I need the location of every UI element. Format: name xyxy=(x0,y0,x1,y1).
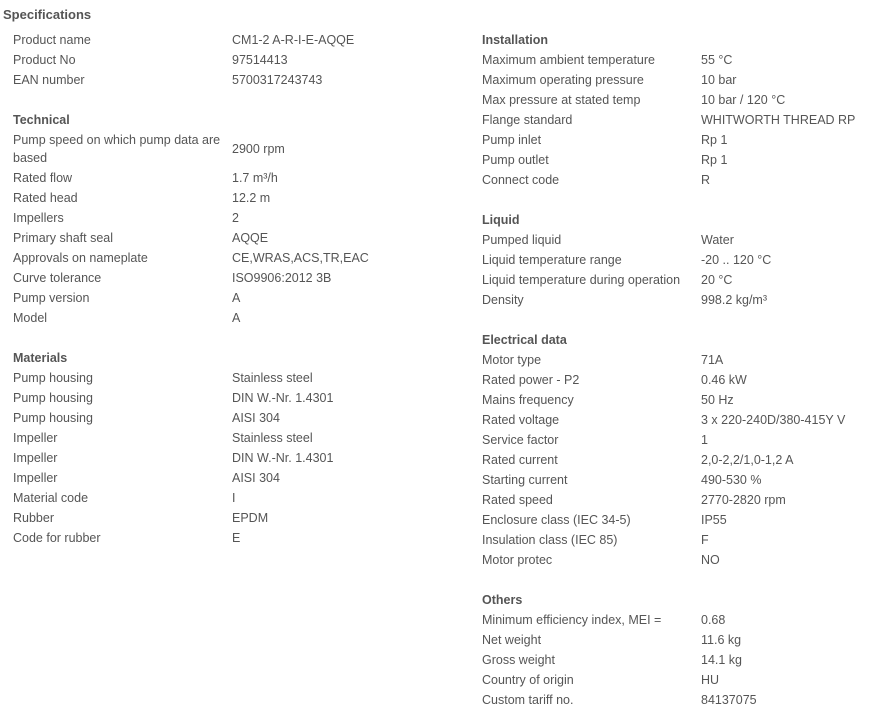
spec-row xyxy=(482,650,870,670)
spec-label: Rubber xyxy=(13,511,54,525)
spec-row xyxy=(13,70,463,90)
spec-value: 2,0-2,2/1,0-1,2 A xyxy=(701,453,794,467)
spec-label: Gross weight xyxy=(482,653,555,667)
spec-label: Pump speed on which pump data are based xyxy=(13,133,221,165)
spec-column-left xyxy=(13,30,463,548)
spec-row xyxy=(13,168,463,188)
spec-value: Rp 1 xyxy=(701,153,728,167)
spec-value: 3 x 220-240D/380-415Y V xyxy=(701,413,846,427)
spec-row xyxy=(482,610,870,630)
section-general xyxy=(13,30,463,90)
section-title: Materials xyxy=(13,351,68,365)
spec-label: Impeller xyxy=(13,471,58,485)
spec-value: F xyxy=(701,533,709,547)
spec-row xyxy=(13,388,463,408)
spec-label: Mains frequency xyxy=(482,393,574,407)
spec-value: Stainless steel xyxy=(232,371,313,385)
spec-row xyxy=(482,430,870,450)
spec-row xyxy=(13,488,463,508)
spec-row xyxy=(482,230,870,250)
spec-value: Rp 1 xyxy=(701,133,728,147)
spec-label: Liquid temperature during operation xyxy=(482,273,681,287)
spec-label: Maximum operating pressure xyxy=(482,73,644,87)
section-installation xyxy=(482,30,870,190)
spec-row xyxy=(13,268,463,288)
spec-row xyxy=(482,70,870,90)
spec-label: EAN number xyxy=(13,73,85,87)
spec-row xyxy=(482,690,870,710)
spec-label: Pump housing xyxy=(13,391,93,405)
spec-value: 0.68 xyxy=(701,613,726,627)
spec-label: Impeller xyxy=(13,451,58,465)
spec-row xyxy=(482,130,870,150)
spec-value: CM1-2 A-R-I-E-AQQE xyxy=(232,33,355,47)
spec-value: A xyxy=(232,311,241,325)
spec-value: AISI 304 xyxy=(232,411,280,425)
spec-row xyxy=(482,270,870,290)
section-title: Technical xyxy=(13,113,70,127)
spec-label: Rated power - P2 xyxy=(482,373,580,387)
spec-label: Custom tariff no. xyxy=(482,693,574,707)
spec-label: Rated speed xyxy=(482,493,553,507)
spec-label: Product No xyxy=(13,53,76,67)
spec-label: Starting current xyxy=(482,473,568,487)
spec-row xyxy=(13,368,463,388)
spec-row xyxy=(482,170,870,190)
spec-value: 50 Hz xyxy=(701,393,734,407)
spec-row xyxy=(482,510,870,530)
spec-label: Country of origin xyxy=(482,673,574,687)
spec-value: 11.6 kg xyxy=(701,633,742,647)
spec-value: 1.7 m³/h xyxy=(232,171,278,185)
spec-column-right xyxy=(482,30,870,710)
section-liquid xyxy=(482,210,870,310)
spec-value: Water xyxy=(701,233,734,247)
spec-value: 55 °C xyxy=(701,53,733,67)
spec-row xyxy=(482,250,870,270)
spec-row xyxy=(13,208,463,228)
spec-value: ISO9906:2012 3B xyxy=(232,271,332,285)
spec-value: 2770-2820 rpm xyxy=(701,493,786,507)
spec-row xyxy=(482,90,870,110)
section-electrical-data xyxy=(482,330,870,570)
spec-row xyxy=(482,530,870,550)
spec-label: Pumped liquid xyxy=(482,233,562,247)
spec-label: Impellers xyxy=(13,211,64,225)
spec-row xyxy=(13,248,463,268)
spec-row xyxy=(482,450,870,470)
section-title: Liquid xyxy=(482,213,520,227)
spec-value: 5700317243743 xyxy=(232,73,323,87)
spec-value: 12.2 m xyxy=(232,191,271,205)
spec-value: 97514413 xyxy=(232,53,288,67)
spec-label: Model xyxy=(13,311,48,325)
spec-value: NO xyxy=(701,553,720,567)
spec-value: AISI 304 xyxy=(232,471,280,485)
spec-label: Impeller xyxy=(13,431,58,445)
spec-label: Liquid temperature range xyxy=(482,253,622,267)
spec-row xyxy=(13,228,463,248)
section-others xyxy=(482,590,870,710)
spec-value: 10 bar xyxy=(701,73,737,87)
spec-row xyxy=(13,528,463,548)
spec-value: 1 xyxy=(701,433,708,447)
section-title: Others xyxy=(482,593,523,607)
spec-label: Minimum efficiency index, MEI = xyxy=(482,613,662,627)
section-title: Installation xyxy=(482,33,548,47)
section-materials xyxy=(13,348,463,548)
spec-row xyxy=(13,130,463,168)
spec-value: 2900 rpm xyxy=(232,142,285,156)
spec-row xyxy=(482,630,870,650)
spec-value: E xyxy=(232,531,241,545)
spec-value: WHITWORTH THREAD RP xyxy=(701,113,856,127)
spec-label: Rated current xyxy=(482,453,558,467)
spec-value: DIN W.-Nr. 1.4301 xyxy=(232,391,334,405)
spec-value: EPDM xyxy=(232,511,269,525)
spec-row xyxy=(482,110,870,130)
spec-label: Curve tolerance xyxy=(13,271,102,285)
spec-label: Enclosure class (IEC 34-5) xyxy=(482,513,631,527)
spec-value: I xyxy=(232,491,236,505)
spec-value: 998.2 kg/m³ xyxy=(701,293,768,307)
spec-label: Maximum ambient temperature xyxy=(482,53,655,67)
spec-row xyxy=(13,428,463,448)
spec-row xyxy=(13,508,463,528)
spec-value: 71A xyxy=(701,353,724,367)
spec-label: Primary shaft seal xyxy=(13,231,114,245)
spec-value: AQQE xyxy=(232,231,269,245)
spec-value: R xyxy=(701,173,711,187)
spec-label: Connect code xyxy=(482,173,560,187)
spec-row xyxy=(482,410,870,430)
spec-row xyxy=(482,550,870,570)
section-title: Electrical data xyxy=(482,333,567,347)
spec-row xyxy=(13,50,463,70)
spec-value: 2 xyxy=(232,211,239,225)
spec-label: Code for rubber xyxy=(13,531,101,545)
spec-label: Motor type xyxy=(482,353,542,367)
spec-value: HU xyxy=(701,673,720,687)
spec-label: Product name xyxy=(13,33,91,47)
spec-label: Service factor xyxy=(482,433,559,447)
spec-row xyxy=(482,370,870,390)
spec-row xyxy=(13,408,463,428)
spec-row xyxy=(13,30,463,50)
spec-value: 14.1 kg xyxy=(701,653,743,667)
spec-label: Pump housing xyxy=(13,371,93,385)
spec-label: Density xyxy=(482,293,524,307)
spec-value: Stainless steel xyxy=(232,431,313,445)
spec-row xyxy=(482,470,870,490)
spec-label: Max pressure at stated temp xyxy=(482,93,641,107)
spec-value: 0.46 kW xyxy=(701,373,747,387)
spec-label: Rated head xyxy=(13,191,78,205)
spec-label: Rated voltage xyxy=(482,413,560,427)
spec-label: Approvals on nameplate xyxy=(13,251,148,265)
spec-label: Motor protec xyxy=(482,553,553,567)
spec-value: DIN W.-Nr. 1.4301 xyxy=(232,451,334,465)
spec-row xyxy=(13,308,463,328)
spec-label: Net weight xyxy=(482,633,542,647)
spec-label: Pump version xyxy=(13,291,90,305)
section-technical xyxy=(13,110,463,328)
spec-row xyxy=(13,468,463,488)
spec-label: Flange standard xyxy=(482,113,573,127)
spec-label: Rated flow xyxy=(13,171,73,185)
spec-label: Pump outlet xyxy=(482,153,549,167)
spec-value: IP55 xyxy=(701,513,727,527)
spec-value: -20 .. 120 °C xyxy=(701,253,772,267)
spec-row xyxy=(482,490,870,510)
spec-label: Pump housing xyxy=(13,411,93,425)
spec-row xyxy=(482,150,870,170)
spec-row xyxy=(482,350,870,370)
spec-row xyxy=(482,390,870,410)
spec-row xyxy=(13,188,463,208)
spec-value: A xyxy=(232,291,241,305)
spec-label: Material code xyxy=(13,491,89,505)
page-title: Specifications xyxy=(3,7,92,22)
spec-label: Insulation class (IEC 85) xyxy=(482,533,618,547)
spec-value: 20 °C xyxy=(701,273,733,287)
spec-row xyxy=(482,290,870,310)
spec-row xyxy=(482,50,870,70)
spec-value: CE,WRAS,ACS,TR,EAC xyxy=(232,251,369,265)
spec-label: Pump inlet xyxy=(482,133,542,147)
spec-value: 490-530 % xyxy=(701,473,762,487)
spec-row xyxy=(13,288,463,308)
spec-value: 10 bar / 120 °C xyxy=(701,93,786,107)
spec-row xyxy=(13,448,463,468)
spec-value: 84137075 xyxy=(701,693,757,707)
spec-row xyxy=(482,670,870,690)
